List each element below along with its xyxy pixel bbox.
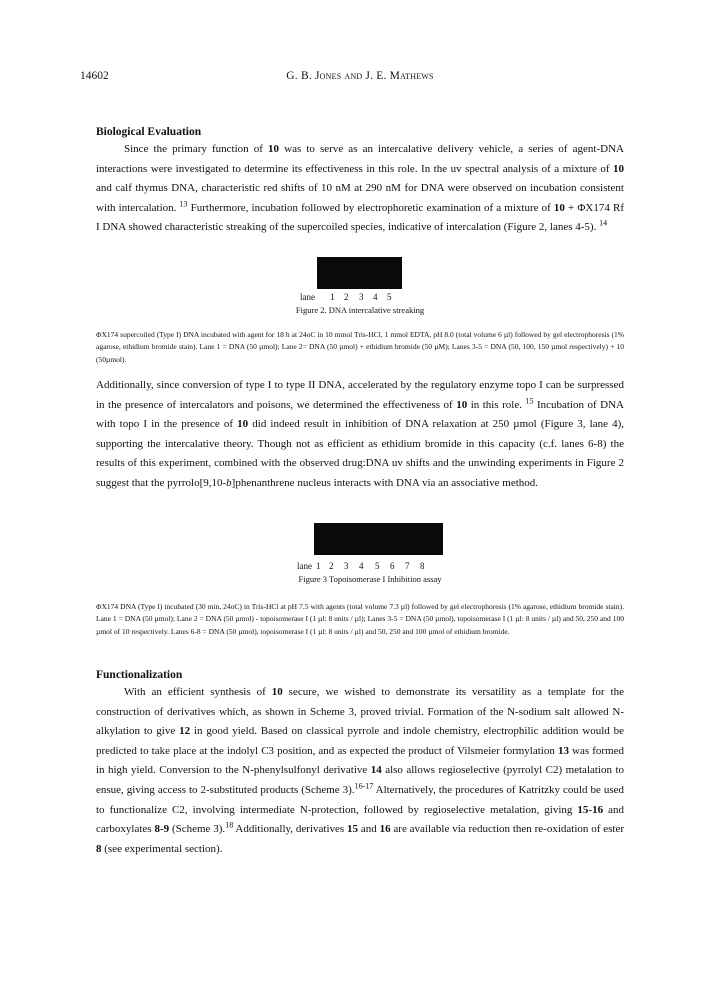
lane-number: 7 [405,561,410,571]
figure-3-lane-labels [297,561,457,573]
lane-number: 4 [373,292,378,302]
lane-number: 3 [359,292,364,302]
gel-image-figure-3 [314,523,443,555]
paragraph: Additionally, since conversion of type I to type II DNA, accelerated by the regulatory enzyme topo I can be surpressed in the presence of intercalators and poisons, we determined the effectiveness of 10 in this role. $^{15}$ Incubation of DNA with topo I in the presence of 10 did indeed result in inhibition of DNA relaxation at 250 µmol (Figure 3, lane 4), supporting the intercalative theory. Though not as efficient as ethidium bromide in this capacity (c.f. lanes 6-8) the results of this experiment, combined with the observed drug:DNA uv shifts and the unwinding experiments in Figure 2 suggest that the pyrrolo[9,10-b]phenanthrene nucleus interacts with DNA via an associative method. [96,379,625,489]
lane-number: 3 [344,561,349,571]
compound-number: 12 [179,725,191,738]
section-biological-evaluation [96,126,624,238]
compound-number: 10 [613,162,624,175]
compound-number: 15-16 [577,803,604,816]
compound-number: 10 [268,143,280,155]
running-header [80,70,640,86]
compound-number: 10 [271,686,283,698]
page-number: 14602 [80,70,109,82]
reference-superscript: 16-17 [354,781,374,791]
paragraph: Since the primary function of 10 was to serve as an intercalative delivery vehicle, a series of agent-DNA interactions were investigated to determine its effectiveness in this role. In the uv spectral analysis of a mixture of 10 and calf thymus DNA, characteristic red shifts of 10 nM at 290 nM for DNA were observed on incubation consistent with intercalation. $^{13}$ Furthermore, incubation followed by electrophoretic examination of a mixture of 10 + ΦX174 Rf I DNA showed characteristic streaking of the supercoiled species, indicative of intercalation (Figure 2, lanes 4-5). $^{14}$ [96,143,624,234]
lane-number: 1 [316,561,321,571]
lane-number: 4 [359,561,364,571]
reference-superscript: 18 [225,820,234,830]
lane-number: 5 [387,292,392,302]
lane-number: 5 [375,561,380,571]
lane-number: 2 [329,561,334,571]
section-topo-paragraph [96,376,624,494]
figure-2-caption: Figure 2. DNA intercalative streaking [295,305,425,315]
paragraph: With an efficient synthesis of 10 secure, we wished to demonstrate its versatility as a template for the construction of derivatives which, as shown in Scheme 3, proved trivial. Formation of the N-sodium salt allowed N-alkylation to give 12 in good yield. Based on classical pyrrole and indole chemistry, electrophilic addition would be predicted to take place at the indolyl C3 position, and as expected the product of Vilsmeier formylation 13 was formed in high yield. Conversion to the N-phenylsulfonyl derivative 14 also allows regioselective (pyrrolyl C2) metalation to ensue, giving access to 2-substituted products (Scheme 3).$^{16-17}$ Alternatively, the procedures of Katritzky could be used to functionalize C2, involving intermediate N-protection, followed by regioselective metalation, giving 15-16 and carboxylates 8-9 (Scheme 3).$^{18}$ Additionally, derivatives 15 and 16 are available via reduction then re-oxidation of ester 8 (see experimental section). [96,686,624,855]
reference-superscript: 14 [599,218,608,228]
compound-number: 14 [370,764,382,777]
compound-number: 10 [456,398,468,411]
lane-number: 6 [390,561,395,571]
lane-label: lane [300,292,315,302]
lane-number: 1 [330,292,335,302]
reference-superscript: 15 [525,395,534,405]
figure-2-lane-labels [300,292,420,304]
section-heading: Functionalization [96,669,183,681]
gel-image-figure-2 [317,257,402,289]
compound-number: 16 [379,823,391,836]
lane-number: 2 [344,292,349,302]
lane-label: lane [297,561,312,571]
lane-number: 8 [420,561,425,571]
figure-3-caption: Figure 3 Topoisomerase I Inhibition assay [298,574,442,584]
compound-number: 10 [237,418,249,431]
figure-2-note [96,329,624,366]
section-heading: Biological Evaluation [96,126,202,138]
figure-note: ΦX174 DNA (Type I) incubated (30 min, 24oC) in Tris-HCl at pH 7.5 with agents (total volume 7.3 µl) followed by gel electrophoresis (1% agarose, ethidium bromide stain). Lane 1 = DNA (50 µmol); Lane 2 = DNA (50 µmol) - topoisomerase I (1 µl: 8 units / µl); Lanes 3-5 = DNA (50 µmol), topoisomerase I (1 µl: 8 units / µl) and 50, 250 and 100 µmol of 10 respectively. Lanes 6-8 = DNA (50 µmol), topoisomerase I (1 µl: 8 units / µl) and 50, 250 and 100 µmol of ethidium bromide. [96,602,624,636]
compound-number: 8-9 [154,823,170,836]
italic-text: b [226,476,232,489]
compound-number: 8 [96,842,102,855]
compound-number: 15 [347,823,358,836]
compound-number: 13 [557,744,569,757]
running-authors: G. B. Jones and J. E. Mathews [286,70,434,82]
compound-number: 10 [553,201,565,214]
figure-note: ΦX174 supercoiled (Type I) DNA incubated with agent for 18 h at 24oC in 10 mmol Tris-HCl, 1 mmol EDTA, pH 8.0 (total volume 6 µl) followed by gel electrophoresis (1% agarose, ethidium bromide stain). Lane 1 = DNA (50 µmol); Lane 2= DNA (50 µmol) + ethidium bromide (50 µM); Lanes 3-5 = DNA (50, 100, 150 µmol respectively) + 10 (50µmol). [96,330,624,364]
section-functionalization [96,669,624,859]
reference-superscript: 13 [179,199,188,209]
figure-3-note [96,601,624,638]
